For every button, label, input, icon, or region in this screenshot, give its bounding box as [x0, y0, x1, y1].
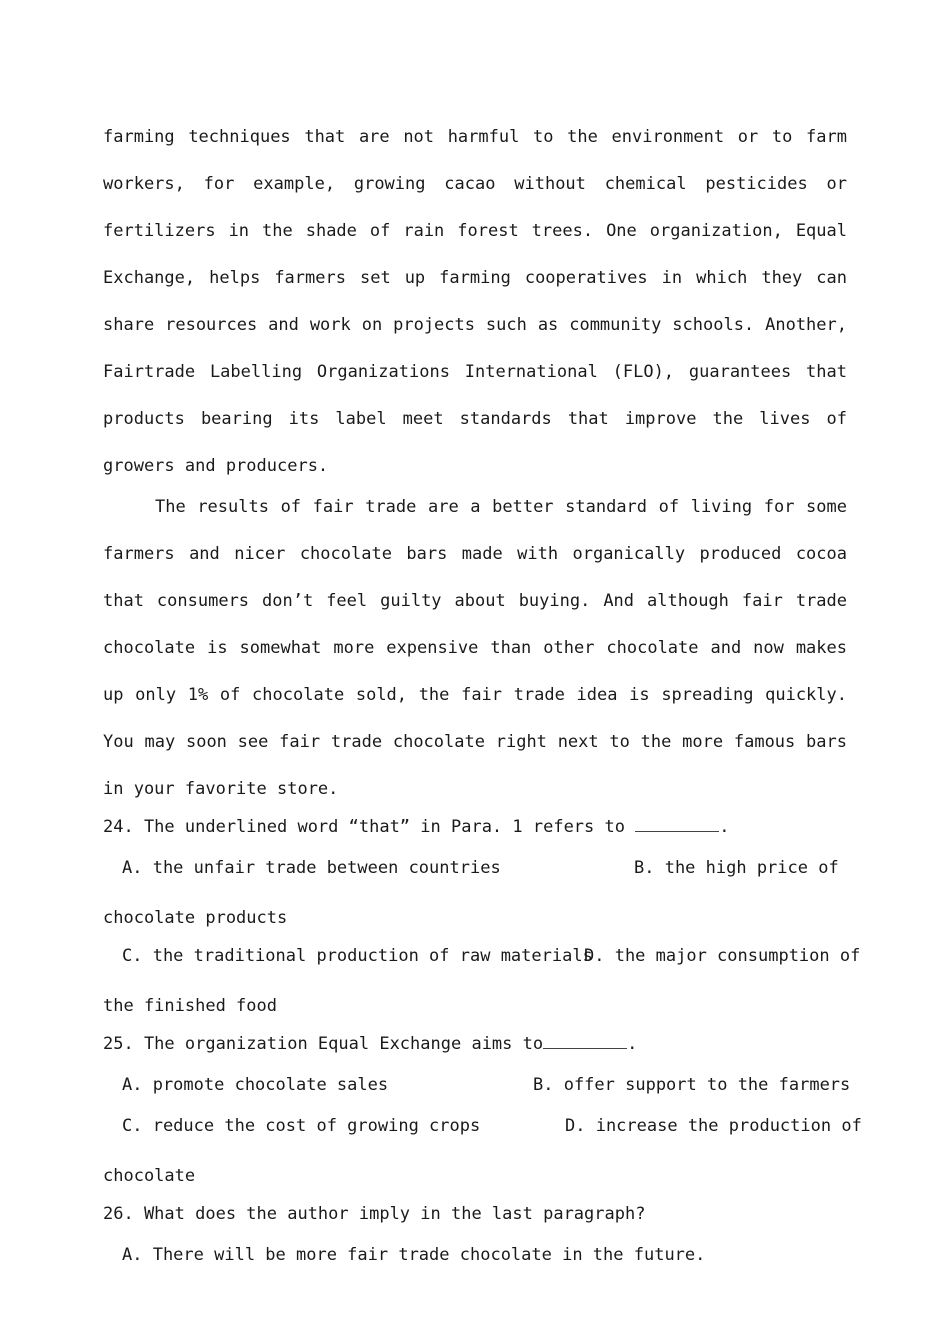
option-24-b-wrapper: [103, 848, 847, 889]
question-26-option-a: [103, 1235, 847, 1276]
question-25: [103, 1024, 862, 1200]
option-24-a: A. the unfair trade between countries: [122, 858, 501, 878]
question-24: [103, 807, 861, 1030]
question-25-options-cd: [103, 1106, 862, 1147]
question-25-stem-text: 25. The organization Equal Exchange aims to: [103, 1034, 544, 1054]
question-26-stem: 26. What does the author imply in the last paragraph?: [103, 1204, 646, 1224]
question-25-stem-end: .: [627, 1034, 638, 1054]
option-24-b-first-line: B. the high price of: [634, 858, 839, 878]
answer-blank: [543, 1032, 627, 1049]
passage-paragraph-1: farming techniques that are not harmful to the environment or to farm workers, for example, growing cacao without chemical pesticides or fertilizers in the shade of rain forest trees. One organization, Equal Exchange, helps farmers set up farming cooperatives in which they can share resources and work on projects such as community schools. Another, Fairtrade Labelling Organizations International (FLO), guarantees that products bearing its label meet standards that improve the lives of growers and producers.: [103, 127, 847, 476]
option-24-c-text: C. the traditional production of raw materials: [122, 946, 593, 966]
option-24-c: [103, 936, 861, 977]
question-24-stem-end: .: [719, 817, 730, 837]
document-page: [103, 114, 862, 1276]
option-25-d-continued: chocolate: [103, 1166, 196, 1186]
option-25-a: A. promote chocolate sales: [122, 1075, 389, 1095]
question-24-stem: [103, 807, 847, 848]
question-24-stem-text: 24. The underlined word “that” in Para. 1 refers to: [103, 817, 636, 837]
question-26: [103, 1194, 847, 1276]
option-25-c: C. reduce the cost of growing crops: [122, 1116, 481, 1136]
option-25-b: B. offer support to the farmers: [533, 1075, 851, 1095]
question-25-stem: [103, 1024, 847, 1065]
option-24-b-continued: chocolate products: [103, 908, 288, 928]
option-25-d-first-line: D. increase the production of: [565, 1116, 862, 1136]
answer-blank: [635, 815, 719, 832]
option-26-a: A. There will be more fair trade chocolate in the future.: [122, 1245, 706, 1265]
question-25-options-ab: [103, 1065, 851, 1106]
passage-paragraph-2: The results of fair trade are a better standard of living for some farmers and nicer chocolate bars made with organically produced cocoa that consumers don’t feel guilty about buying. And although fair trade chocolate is somewhat more expensive than other chocolate and now makes up only 1% of chocolate sold, the fair trade idea is spreading quickly. You may soon see fair trade chocolate right next to the more famous bars in your favorite store.: [103, 497, 847, 799]
option-24-d-continued: the finished food: [103, 996, 277, 1016]
option-24-d-first-line: D. the major consumption of: [584, 946, 861, 966]
